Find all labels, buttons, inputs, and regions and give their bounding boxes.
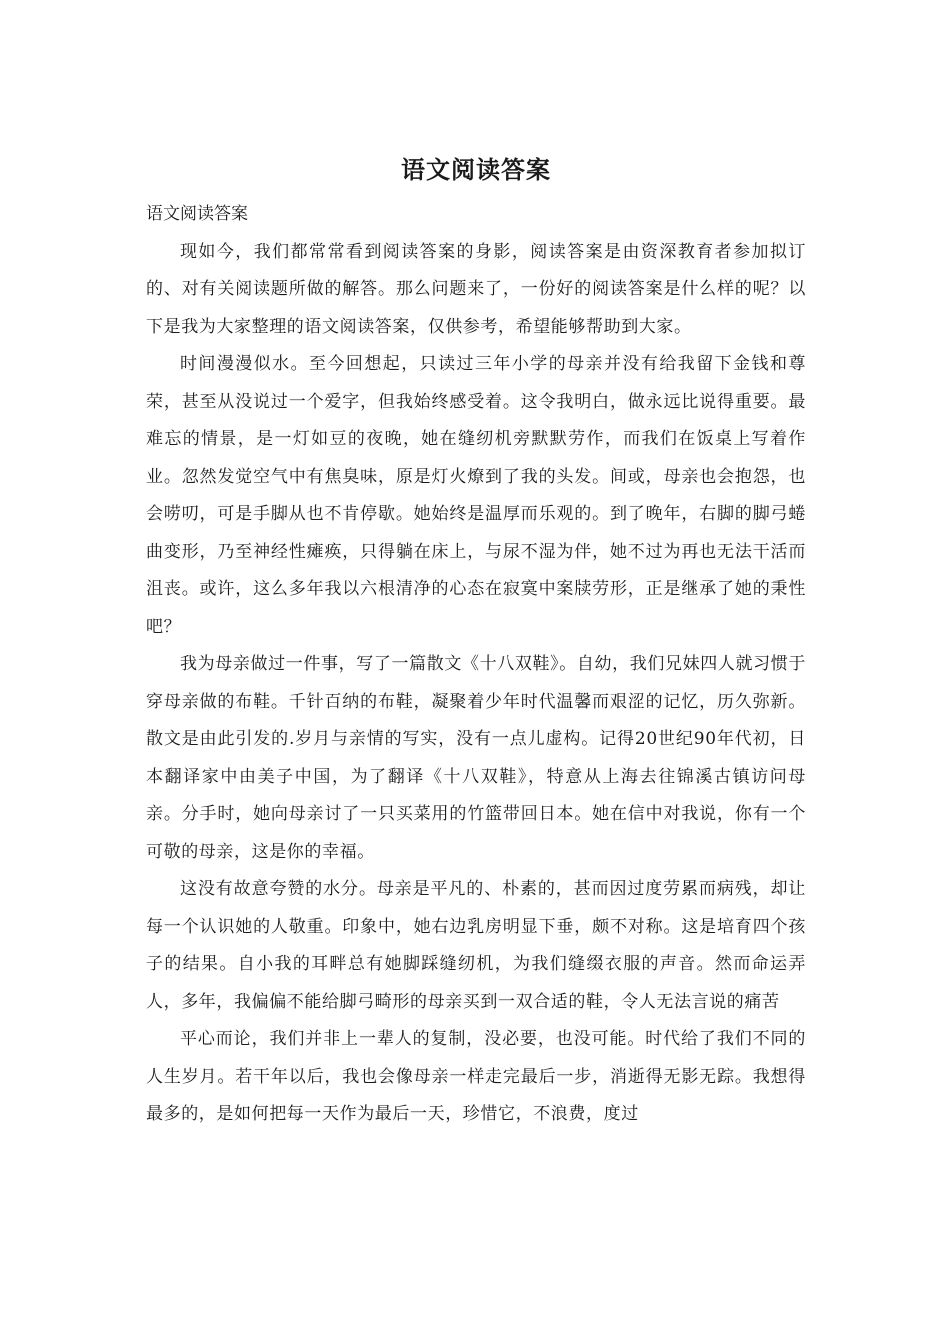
document-subtitle: 语文阅读答案 (146, 204, 248, 224)
paragraph-reflection: 平心而论，我们并非上一辈人的复制，没必要，也没可能。时代给了我们不同的人生岁月。若干年以后，我也会像母亲一样走完最后一步，消逝得无影无踪。我想得最多的，是如何把每一天作为最后一天，珍惜它，不浪费，度过 (146, 1029, 806, 1124)
paragraph-mother-respect: 这没有故意夸赞的水分。母亲是平凡的、朴素的，甚而因过度劳累而病残，却让每一个认识她的人敬重。印象中，她右边乳房明显下垂，颇不对称。这是培育四个孩子的结果。自小我的耳畔总有她脚踩缝纫机，为我们缝缀衣服的声音。然而命运弄人，多年，我偏偏不能给脚弓畸形的母亲买到一双合适的鞋，令人无法言说的痛苦 (146, 879, 806, 1012)
paragraph-intro: 现如今，我们都常常看到阅读答案的身影，阅读答案是由资深教育者参加拟订的、对有关阅读题所做的解答。那么问题来了，一份好的阅读答案是什么样的呢？以下是我为大家整理的语文阅读答案，仅供参考，希望能够帮助到大家。 (146, 241, 806, 337)
paragraph-memories: 时间漫漫似水。至今回想起，只读过三年小学的母亲并没有给我留下金钱和尊荣，甚至从没说过一个爱字，但我始终感受着。这令我明白，做永远比说得重要。最难忘的情景，是一灯如豆的夜晚，她在缝纫机旁默默劳作，而我们在饭桌上写着作业。忽然发觉空气中有焦臭味，原是灯火燎到了我的头发。间或，母亲也会抱怨，也会唠叨，可是手脚从也不肯停歇。她始终是温厚而乐观的。到了晚年，右脚的脚弓蜷曲变形，乃至神经性瘫痪，只得躺在床上，与尿不湿为伴，她不过为再也无法干活而沮丧。或许，这么多年我以六根清净的心态在寂寞中案牍劳形，正是继承了她的秉性吧？ (146, 354, 806, 637)
paragraph-eighteen-shoes: 我为母亲做过一件事，写了一篇散文《十八双鞋》。自幼，我们兄妹四人就习惯于穿母亲做的布鞋。千针百纳的布鞋，凝聚着少年时代温馨而艰涩的记忆，历久弥新。散文是由此引发的.岁月与亲情的写实，没有一点儿虚构。记得20世纪90年代初，日本翻译家中由美子中国，为了翻译《十八双鞋》，特意从上海去往锦溪古镇访问母亲。分手时，她向母亲讨了一只买菜用的竹篮带回日本。她在信中对我说，你有一个可敬的母亲，这是你的幸福。 (146, 654, 806, 862)
document-page (146, 150, 806, 1134)
document-title: 语文阅读答案 (401, 155, 551, 184)
